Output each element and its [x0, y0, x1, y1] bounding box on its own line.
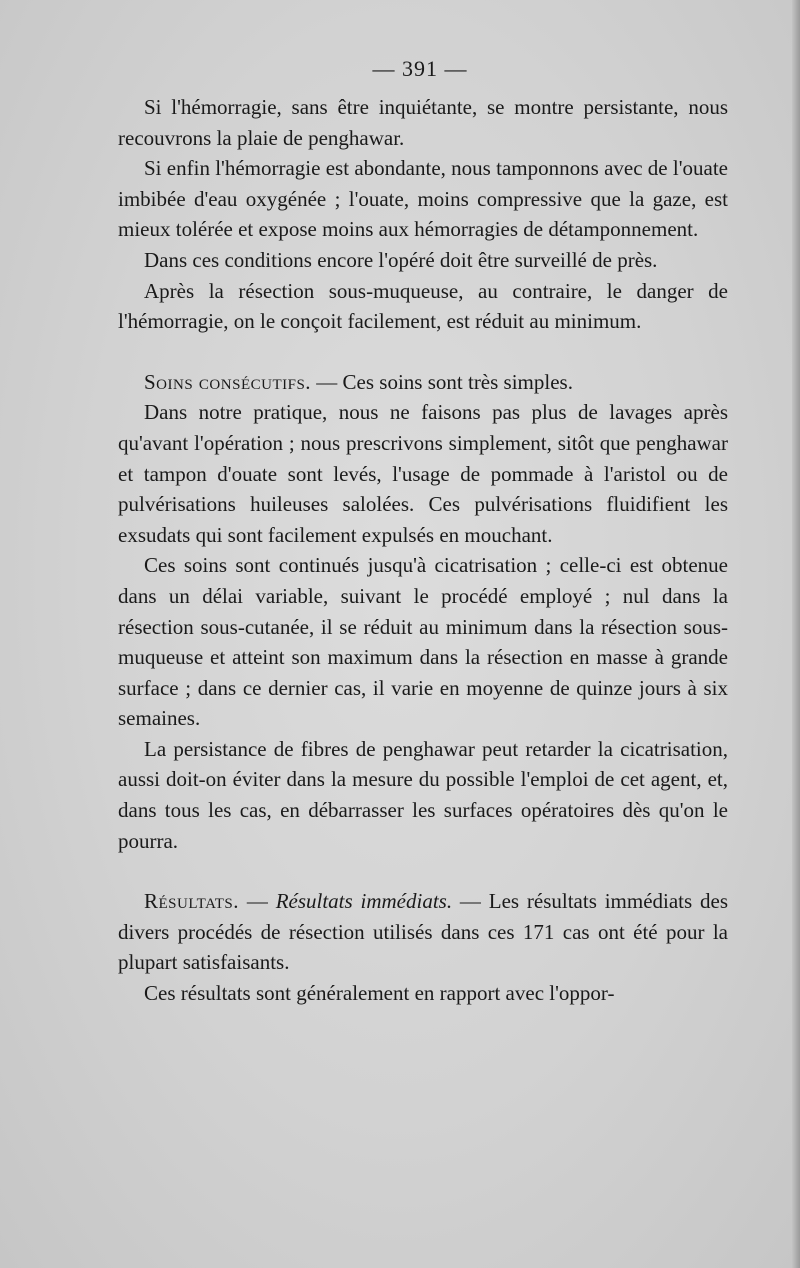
paragraph-submucous-resection: Après la résection sous-muqueuse, au contraire, le danger de l'hémorragie, on le conçoit facilement, est réduit au minimum.	[118, 278, 728, 334]
section-heading-soins: Soins consécutifs.	[144, 369, 312, 394]
subheading-resultats-immediats: Résultats immédiats.	[275, 889, 453, 914]
resultats-text: — Les résultats immédiats des divers procédés de résection utilisés dans ces 171 cas ont été pour la plupart satisfaisants.	[118, 889, 728, 975]
page-edge-shadow	[792, 0, 800, 1268]
paragraph-hemorrhage-abundant: Si enfin l'hémorragie est abondante, nous tamponnons avec de l'ouate imbibée d'eau oxygénée ; l'ouate, moins compressive que la gaze, est mieux tolérée et expose moins aux hémorragies de détamponnement.	[118, 156, 728, 242]
section-heading-resultats: Résultats.	[144, 889, 240, 914]
section-gap	[118, 856, 728, 886]
paragraph-penghawar-fibres: La persistance de fibres de penghawar peut retarder la cicatrisation, aussi doit-on éviter dans la mesure du possible l'emploi de cet agent, et, dans tous les cas, en débarrasser les surfaces opératoires dès qu'on le pourra.	[118, 736, 728, 853]
section-gap	[118, 337, 728, 367]
paragraph-resultats	[118, 886, 728, 978]
paragraph-surveillance: Dans ces conditions encore l'opéré doit être surveillé de près.	[144, 247, 658, 272]
paragraph-soins-consecutifs	[118, 367, 728, 398]
paragraph-results-opportunity: Ces résultats sont généralement en rapport avec l'oppor-	[144, 981, 615, 1006]
page-number: — 391 —	[372, 56, 468, 81]
paragraph-cicatrisation: Ces soins sont continués jusqu'à cicatrisation ; celle-ci est obtenue dans un délai variable, suivant le procédé employé ; nul dans la résection sous-cutanée, il se réduit au minimum dans la résection sous-muqueuse et atteint son maximum dans la résection en masse à grande surface ; dans ce dernier cas, il varie en moyenne de quinze jours à six semaines.	[118, 553, 728, 731]
heading-dash: —	[239, 889, 276, 914]
body-text	[118, 92, 728, 1009]
paragraph-practice: Dans notre pratique, nous ne faisons pas plus de lavages après qu'avant l'opération ; nous prescrivons simplement, sitôt que penghawar et tampon d'ouate sont levés, l'usage de pommade à l'aristol ou de pulvérisations huileuses salolées. Ces pulvérisations fluidifient les exsudats qui sont facilement expulsés en mouchant.	[118, 400, 728, 547]
paragraph-hemorrhage-persistent: Si l'hémorragie, sans être inquiétante, se montre persistante, nous recouvrons la plaie de penghawar.	[118, 95, 728, 150]
soins-intro-text: — Ces soins sont très simples.	[311, 369, 573, 394]
